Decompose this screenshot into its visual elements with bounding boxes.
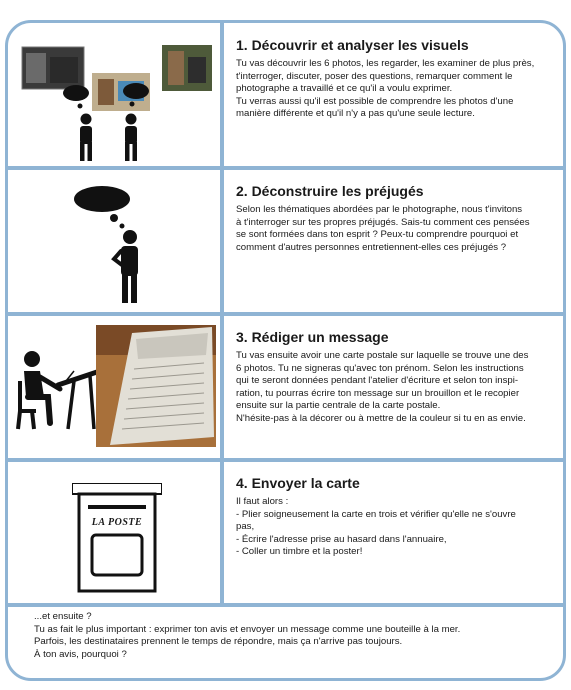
footer-line: ...et ensuite ? [34,611,92,622]
step-1-line: manière différente et qu'il n'y a pas qu'une seule lecture. [236,108,475,120]
step-3-line: ensuite sur la partie centrale de la carte postale. [236,400,441,412]
step-3-line: 6 photos. Tu ne signeras qu'avec ton prénom. Selon les instructions [236,362,524,374]
step-4-body [236,496,558,559]
thinking-person-icon [68,185,158,305]
step-4 [236,475,558,559]
step-2-line: se sont formées dans ton esprit ? Peux-tu comprendre pourquoi et [236,229,519,241]
step-1 [236,37,558,121]
step-4-line: - Plier soigneusement la carte en trois et vérifier qu'elle ne s'ouvre [236,508,516,520]
people-viewing-photos-icon [16,37,216,162]
step-3-title: 3. Rédiger un message [236,329,389,345]
step-2-line: Selon les thématiques abordées par le photographe, nous t'invitons [236,204,523,215]
step-1-line: photographe a travaillé et ce qu'il a voulu exprimer. [236,83,453,95]
step-4-line: pas, [236,521,255,533]
step-4-line: - Écrire l'adresse prise au hasard dans l'annuaire, [236,533,447,545]
step-1-line: t'interroger, discuter, poser des questions, remarquer comment le [236,70,513,82]
step-2-body [236,204,558,254]
footer-line: Tu as fait le plus important : exprimer ton avis et envoyer un message comme une bouteille à la mer. [34,623,461,635]
step-2 [236,183,558,254]
step-4-line: Il faut alors : [236,496,289,507]
step-2-line: à t'interroger sur tes propres préjugés. Sais-tu comment ces pensées [236,216,530,228]
footer-line: À ton avis, pourquoi ? [34,648,127,660]
step-1-line: Tu verras aussi qu'il est possible de comprendre les photos d'une [236,95,514,107]
step-2-line: comment d'autres personnes entretiennent-elles ces préjugés ? [236,241,507,253]
step-1-title: 1. Découvrir et analyser les visuels [236,37,469,53]
step-3-line: ration, tu pourras écrire ton message sur un brouillon et le recopier [236,387,520,399]
postcard-photo [96,325,216,447]
step-1-line: Tu vas découvrir les 6 photos, les regarder, les examiner de plus près, [236,58,535,69]
instruction-card [5,20,566,681]
step-3-line: N'hésite-pas à la décorer ou à mettre de la couleur si tu en as envie. [236,412,526,424]
mailbox-icon [72,483,162,593]
step-2-title: 2. Déconstruire les préjugés [236,183,424,199]
step-3-line: Tu vas ensuite avoir une carte postale sur laquelle se trouve une des [236,350,529,361]
row-divider [8,166,563,170]
person-writing-at-desk-icon [14,341,106,433]
footer-text [34,611,554,661]
row-divider [8,312,563,316]
footer-line: Parfois, les destinataires prennent le temps de répondre, mais ça n'arrive pas toujours. [34,636,403,648]
step-4-line: - Coller un timbre et la poster! [236,546,363,558]
step-4-title: 4. Envoyer la carte [236,475,360,491]
step-3-line: qui te seront données pendant l'atelier d'écriture et selon ton inspi- [236,375,519,387]
step-1-body [236,58,558,121]
row-divider [8,458,563,462]
step-3-body [236,350,558,426]
mailbox-label: LA POSTE [91,517,143,528]
step-3 [236,329,558,426]
row-divider [8,603,563,607]
